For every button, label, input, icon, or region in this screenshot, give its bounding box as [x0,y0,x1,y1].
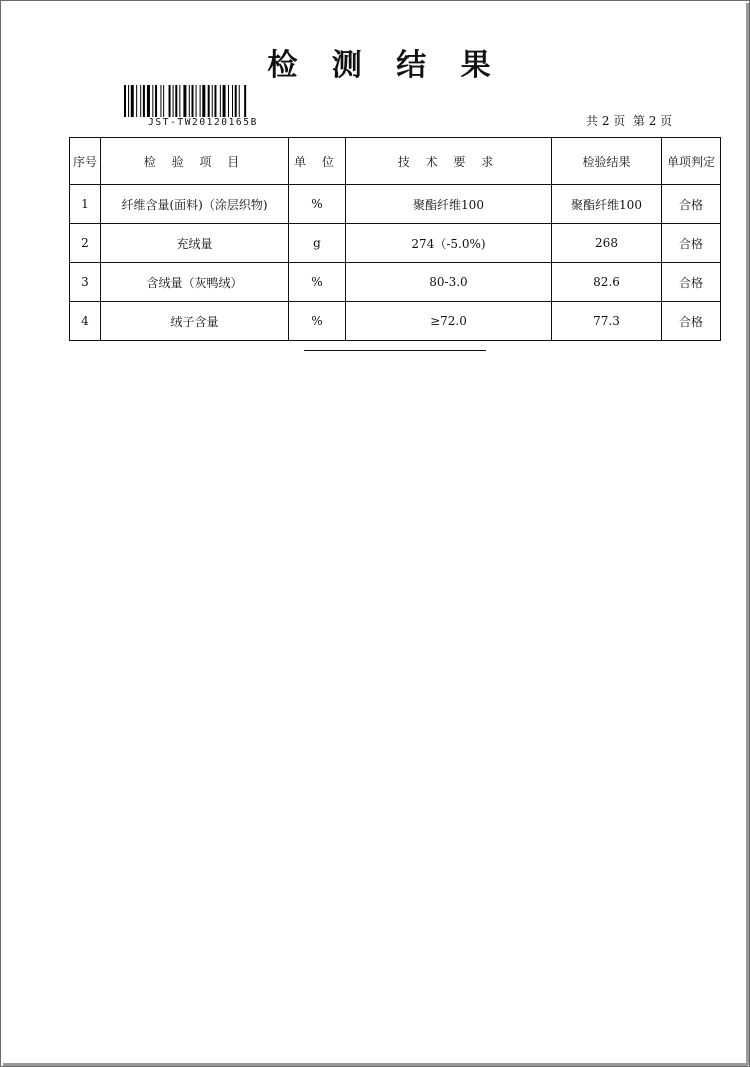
table-row [70,224,721,263]
table-row [70,302,721,341]
barcode-bar [183,85,186,117]
barcode-bar [128,85,129,117]
barcode-image [123,85,295,117]
barcode-bar [179,85,180,117]
cell-no: 3 [70,263,101,302]
barcode-bars [123,85,295,117]
header-requirement: 技 术 要 求 [346,138,552,185]
cell-judgment: 合格 [662,302,721,341]
cell-judgment: 合格 [662,185,721,224]
barcode-bar [202,85,205,117]
cell-judgment: 合格 [662,224,721,263]
page-count: 共 2 页 第 2 页 [586,114,673,128]
table-header-row [70,138,721,185]
barcode-bar [196,85,197,117]
cell-unit: % [289,185,346,224]
barcode-bar [228,85,229,117]
table-row [70,263,721,302]
cell-requirement: 聚酯纤维100 [346,185,552,224]
barcode-bar [212,85,213,117]
barcode-bar [152,85,153,117]
cell-item: 纤维含量(面料)（涂层织物) [101,185,289,224]
cell-requirement: 274（-5.0%) [346,224,552,263]
barcode-bar [244,85,246,117]
cell-result: 77.3 [552,302,662,341]
cell-result: 82.6 [552,263,662,302]
barcode-bar [147,85,150,117]
barcode-bar [220,85,221,117]
end-of-report-line [304,350,486,351]
barcode-bar [173,85,174,117]
header-no: 序号 [70,138,101,185]
cell-no: 2 [70,224,101,263]
cell-requirement: 80-3.0 [346,263,552,302]
barcode-bar [131,85,134,117]
barcode-bar [160,85,161,117]
cell-item: 绒子含量 [101,302,289,341]
cell-requirement: ≥72.0 [346,302,552,341]
page-shadow-bottom [3,1063,748,1066]
barcode-bar [232,85,233,117]
cell-item: 充绒量 [101,224,289,263]
barcode-bar [155,85,157,117]
cell-item: 含绒量（灰鸭绒） [101,263,289,302]
page-shadow-right [746,3,749,1065]
cell-unit: % [289,263,346,302]
barcode-number: JST-TW20120165B [148,117,258,128]
barcode-bar [192,85,194,117]
barcode-bar [189,85,190,117]
header-item: 检 验 项 目 [101,138,289,185]
barcode-bar [143,85,145,117]
barcode-bar [163,85,164,117]
barcode-bar [140,85,141,117]
barcode-bar [235,85,237,117]
barcode-bar [208,85,210,117]
cell-unit: g [289,224,346,263]
barcode-bar [239,85,240,117]
barcode-bar [200,85,201,117]
header-judgment: 单项判定 [662,138,721,185]
results-table [69,137,721,341]
cell-no: 1 [70,185,101,224]
barcode-bar [136,85,137,117]
cell-result: 268 [552,224,662,263]
barcode-bar [169,85,171,117]
header-unit: 单 位 [289,138,346,185]
barcode-bar [124,85,126,117]
barcode-bar [214,85,216,117]
cell-judgment: 合格 [662,263,721,302]
cell-result: 聚酯纤维100 [552,185,662,224]
header-result: 检验结果 [552,138,662,185]
table-row [70,185,721,224]
barcode-bar [223,85,226,117]
document-title: 检 测 结 果 [267,48,503,83]
barcode-bar [175,85,177,117]
cell-no: 4 [70,302,101,341]
cell-unit: % [289,302,346,341]
